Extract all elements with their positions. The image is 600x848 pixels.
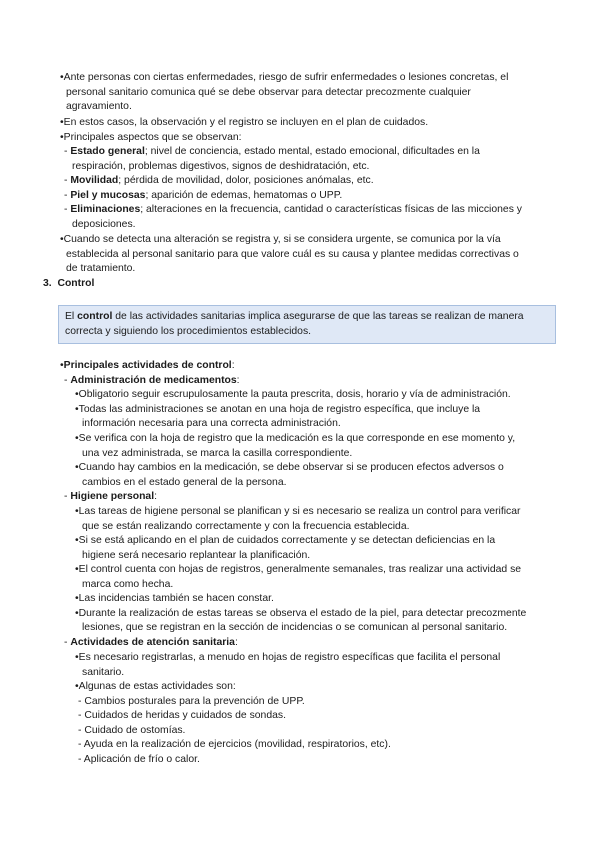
callout-line: El control de las actividades sanitarias implica asegurarse de que las tareas se realizan de manera: [65, 311, 524, 322]
activity-item: - Aplicación de frío o calor.: [78, 753, 200, 765]
sub-item-movilidad: - Movilidad; pérdida de movilidad, dolor, posiciones anómalas, etc.: [64, 175, 374, 186]
sub-item-estado-general: - Estado general; nivel de conciencia, estado mental, estado emocional, dificultades en la: [64, 146, 480, 157]
controls-heading: •Principales actividades de control:: [60, 360, 235, 371]
activity-item: - Ayuda en la realización de ejercicios (movilidad, respiratorios, etc).: [78, 739, 391, 750]
sub-item-cont: respiración, problemas digestivos, signos de deshidratación, etc.: [72, 160, 370, 172]
list-item: •Se verifica con la hoja de registro que la medicación es la que corresponde en ese momento y,: [75, 433, 516, 444]
activity-item: - Cuidados de heridas y cuidados de sondas.: [78, 710, 286, 721]
list-item: •Ante personas con ciertas enfermedades, riesgo de sufrir enfermedades o lesiones concretas, el: [60, 72, 509, 83]
list-item-cont: información necesaria para una correcta administración.: [82, 418, 341, 429]
list-item-cont: lesiones, que se registran en la sección de incidencias o se comunican al personal sanitario.: [82, 622, 508, 633]
list-item-cont: que se están realizando correctamente y con la frecuencia establecida.: [82, 520, 410, 532]
sub-item-piel: - Piel y mucosas; aparición de edemas, hematomas o UPP.: [64, 189, 343, 201]
callout-line: correcta y siguiendo los procedimientos establecidos.: [65, 326, 312, 337]
list-item-cont: agravamiento.: [66, 101, 132, 112]
list-item-cont: marca como hecha.: [82, 578, 174, 590]
sub-heading-atencion: - Actividades de atención sanitaria:: [64, 637, 238, 648]
list-item: •Cuando hay cambios en la medicación, se debe observar si se producen efectos adversos o: [75, 462, 504, 473]
list-item-cont: una vez administrada, se marca la casilla correspondiente.: [82, 447, 353, 459]
list-item: •En estos casos, la observación y el registro se incluyen en el plan de cuidados.: [60, 117, 429, 128]
list-item: •Si se está aplicando en el plan de cuidados correctamente y se detectan deficiencias en la: [75, 535, 496, 546]
list-item: •Principales aspectos que se observan:: [60, 131, 242, 143]
list-item-cont: establecida al personal sanitario para que valore cuál es su causa y plantee medidas correctivas o: [66, 248, 519, 260]
definition-callout: [58, 305, 556, 344]
list-item: •Obligatorio seguir escrupulosamente la pauta prescrita, dosis, horario y vía de administración.: [75, 389, 511, 400]
list-item-cont: higiene será necesario replantear la planificación.: [82, 549, 311, 561]
activity-item: - Cambios posturales para la prevención de UPP.: [78, 695, 305, 707]
list-item-cont: cambios en el estado general de la persona.: [82, 476, 287, 488]
list-item: •Las incidencias también se hacen constar.: [75, 593, 274, 604]
list-item-cont: sanitario.: [82, 666, 125, 678]
sub-item-eliminaciones: - Eliminaciones; alteraciones en la frecuencia, cantidad o características físicas de las micciones y: [64, 204, 522, 215]
sub-item-cont: deposiciones.: [72, 218, 136, 230]
activity-item: - Cuidado de ostomías.: [78, 724, 186, 736]
sub-heading-higiene: - Higiene personal:: [64, 491, 157, 502]
list-item: •Todas las administraciones se anotan en una hoja de registro específica, que incluye la: [75, 403, 481, 415]
sub-heading-administracion: - Administración de medicamentos:: [64, 374, 240, 386]
list-item: •Algunas de estas actividades son:: [75, 681, 236, 692]
list-item: •El control cuenta con hojas de registros, generalmente semanales, tras realizar una actividad se: [75, 564, 522, 575]
list-item: •Cuando se detecta una alteración se registra y, si se considera urgente, se comunica por la vía: [60, 234, 501, 245]
list-item: •Es necesario registrarlas, a menudo en hojas de registro específicas que facilita el personal: [75, 652, 501, 663]
list-item-cont: personal sanitario comunica qué se debe observar para detectar precozmente cualquier: [66, 86, 471, 98]
list-item-cont: de tratamiento.: [66, 263, 136, 274]
list-item: •Las tareas de higiene personal se planifican y si es necesario se realiza un control para verificar: [75, 506, 521, 517]
section-heading: 3. Control: [43, 278, 95, 289]
list-item: •Durante la realización de estas tareas se observa el estado de la piel, para detectar precozmente: [75, 607, 527, 619]
